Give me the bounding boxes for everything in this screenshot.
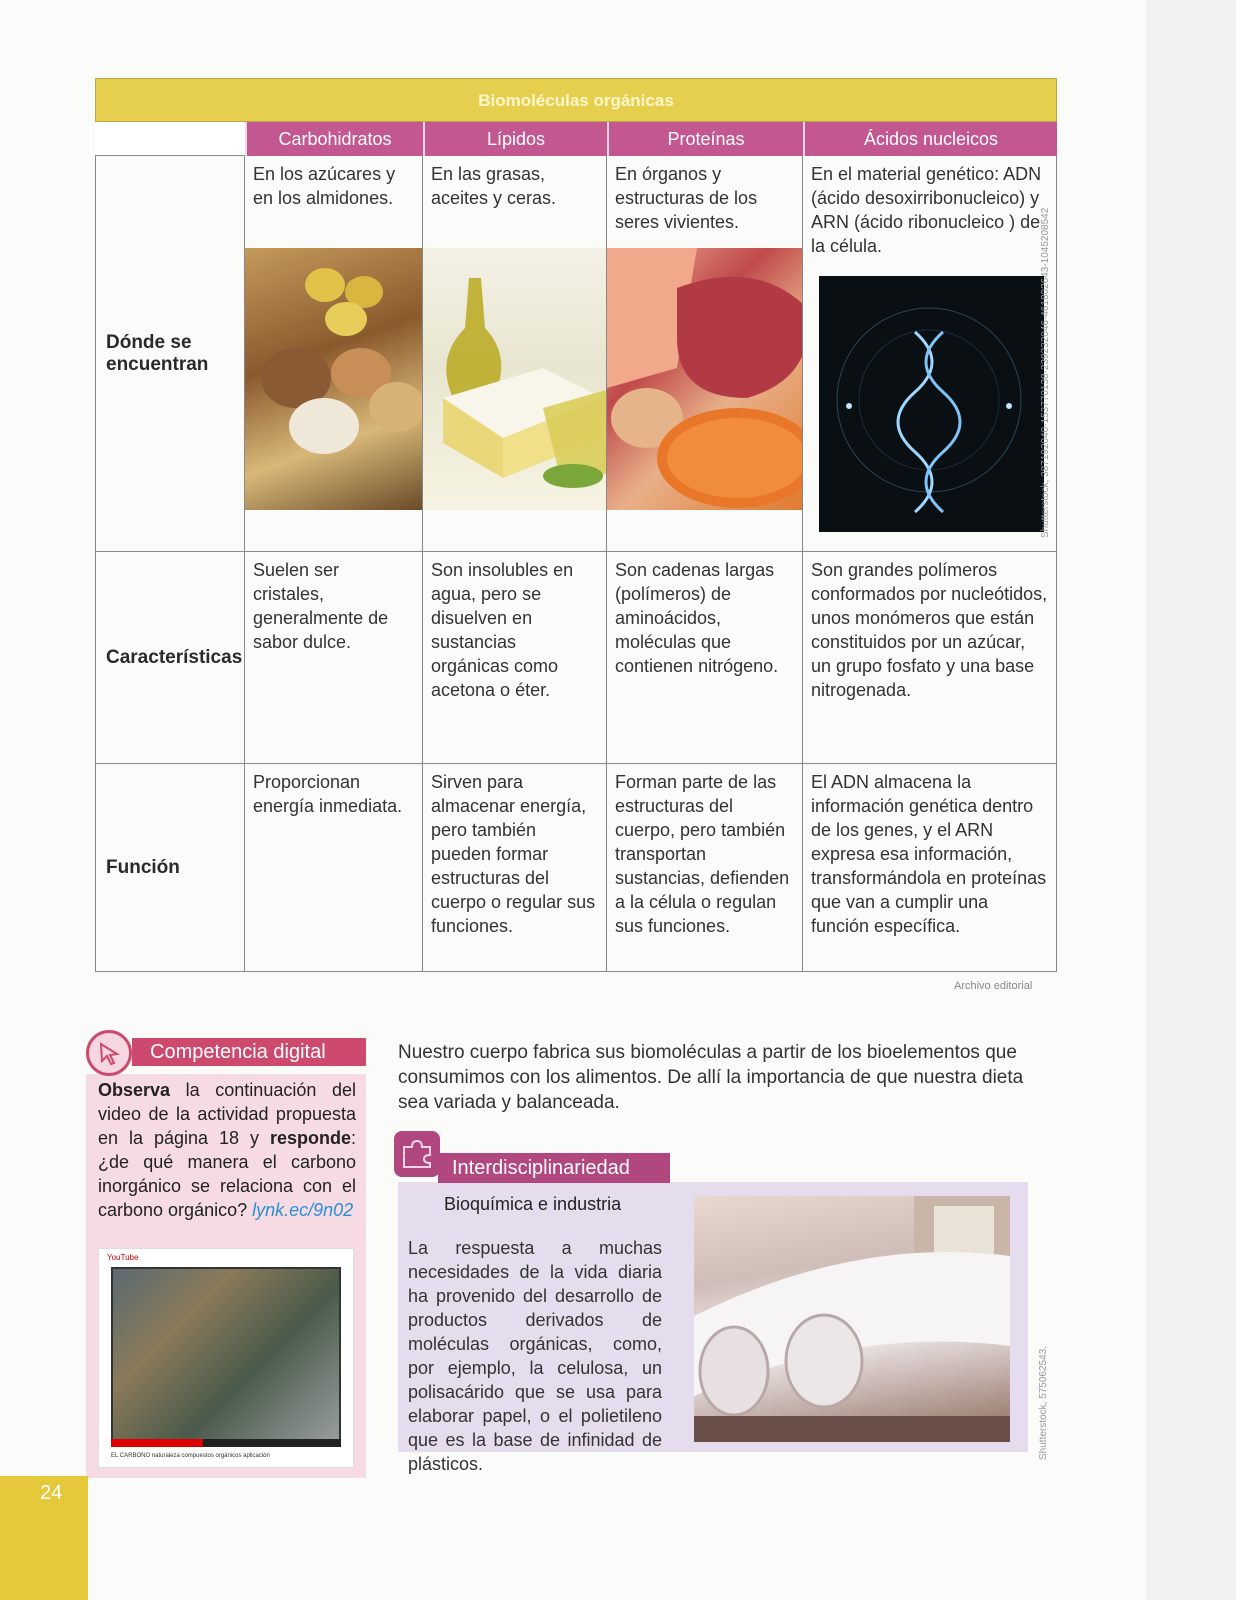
- table-cell: Forman parte de las estructuras del cuerpo, pero también transportan sustancias, defienden a la célula o regulan sus funciones.: [607, 764, 803, 971]
- video-frame: [111, 1267, 341, 1447]
- table-cell: [423, 156, 607, 551]
- table-title: Biomoléculas orgánicas: [95, 78, 1057, 122]
- carbohydrate-foods-photo: [245, 248, 422, 510]
- cell-text: En las grasas, aceites y ceras.: [431, 164, 557, 208]
- dna-helix-photo: [819, 276, 1044, 532]
- paper-industry-photo: [694, 1196, 1010, 1442]
- video-link[interactable]: lynk.ec/9n02: [252, 1200, 354, 1220]
- inter-subtitle: Bioquímica e industria: [444, 1194, 622, 1214]
- competencia-body: [86, 1074, 366, 1478]
- lipids-illustration: [423, 248, 606, 510]
- youtube-logo: YouTube: [107, 1253, 139, 1262]
- video-thumbnail[interactable]: [98, 1248, 354, 1468]
- table-cell: Son cadenas largas (polímeros) de aminoácidos, moléculas que contienen nitrógeno.: [607, 552, 803, 763]
- row-label: Dónde se encuentran: [95, 156, 245, 551]
- row-label: Características: [95, 552, 245, 763]
- table-cell: Son insolubles en agua, pero se disuelven en sustancias orgánicas como acetona o éter.: [423, 552, 607, 763]
- meat-and-eggs-photo: [607, 248, 802, 510]
- biomolecules-table: [95, 78, 1057, 972]
- cursor-arrow-icon: [86, 1030, 132, 1076]
- image-credit-2: Shutterstock, 575062543.: [1038, 1346, 1049, 1460]
- table-cell: El ADN almacena la información genética dentro de los genes, y el ARN expresa esa información, transformándola en proteínas que van a cumplir una función específica.: [803, 764, 1057, 971]
- table-row: [95, 552, 1057, 764]
- inter-text: La respuesta a muchas necesidades de la vida diaria ha provenido del desarrollo de productos derivados de moléculas orgánicas, como, por ejemplo, la celulosa, un polisacárido que se usa para elaborar papel, o el polietileno que es la base de infinidad de plásticos.: [408, 1238, 662, 1474]
- header-lipidos: Lípidos: [423, 122, 607, 156]
- cell-text: En órganos y estructuras de los seres vivientes.: [615, 164, 758, 232]
- cell-text: En el material genético: ADN (ácido desoxirribonucleico) y ARN (ácido ribonucleico ) de la célula.: [811, 164, 1042, 256]
- table-cell: [803, 156, 1057, 551]
- row-label: Función: [95, 764, 245, 971]
- table-cell: Son grandes polímeros conformados por nucleótidos, unos monómeros que están constituidos por un azúcar, un grupo fosfato y una base nitrogenada.: [803, 552, 1057, 763]
- header-acidos-nucleicos: Ácidos nucleicos: [803, 122, 1057, 156]
- video-caption: EL CARBONO naturaleza compuestos orgánicos aplicación: [111, 1453, 270, 1459]
- table-header: [95, 122, 1057, 156]
- right-margin: [1146, 0, 1236, 1600]
- table-row: [95, 156, 1057, 552]
- table-row: [95, 764, 1057, 972]
- source-credit: Archivo editorial: [954, 980, 1033, 992]
- video-progress-bar[interactable]: [111, 1439, 341, 1447]
- page-number-tab: [0, 1476, 88, 1600]
- cell-text: En los azúcares y en los almidones.: [253, 164, 396, 208]
- paper-rolls-illustration: [694, 1196, 1010, 1442]
- table-cell: [607, 156, 803, 551]
- page-number: 24: [40, 1482, 63, 1504]
- table-cell: Sirven para almacenar energía, pero también pueden formar estructuras del cuerpo o regular sus funciones.: [423, 764, 607, 971]
- inter-title: Interdisciplinariedad: [438, 1153, 670, 1183]
- body-paragraph: Nuestro cuerpo fabrica sus biomoléculas a partir de los bioelementos que consumimos con los alimentos. De allí la importancia de que nuestra dieta sea variada y balanceada.: [398, 1042, 1024, 1113]
- header-carbohidratos: Carbohidratos: [245, 122, 423, 156]
- image-credit: Shutterstock, 387192040-153770138-239232046-461802643-1045208542: [1040, 207, 1051, 538]
- proteins-illustration: [607, 248, 802, 510]
- header-proteinas: Proteínas: [607, 122, 803, 156]
- dna-illustration: [819, 276, 1039, 532]
- interdisciplinariedad-box: [398, 1182, 1028, 1474]
- oil-and-butter-photo: [423, 248, 606, 510]
- header-blank-cell: [95, 122, 245, 156]
- competencia-text: Observa la continuación del video de la actividad propuesta en la página 18 y responde: ¿de qué manera el carbono inorgánico se relaciona con el carbono orgánico? lynk.ec/9n02: [98, 1080, 356, 1220]
- puzzle-icon: [394, 1131, 440, 1177]
- competencia-title: Competencia digital: [132, 1038, 366, 1066]
- table-cell: Proporcionan energía inmediata.: [245, 764, 423, 971]
- table-cell: Suelen ser cristales, generalmente de sabor dulce.: [245, 552, 423, 763]
- table-cell: [245, 156, 423, 551]
